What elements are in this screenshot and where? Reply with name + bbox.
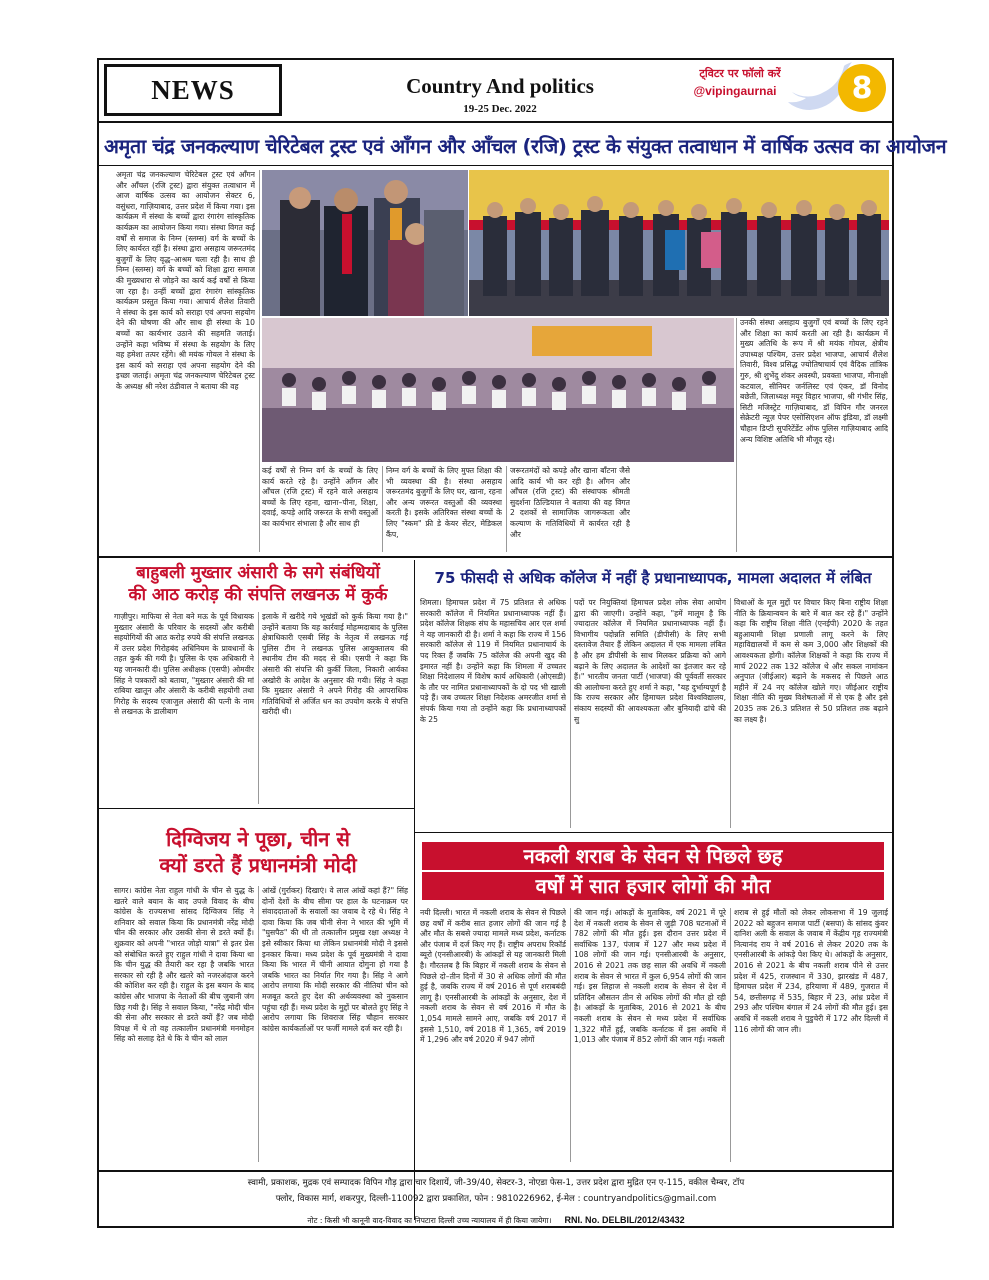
legal-note: नोट : किसी भी कानूनी वाद-विवाद का निपटारा दिल्ली उच्च न्यायालय में ही किया जायेगा। [307, 1216, 552, 1225]
column-divider [258, 886, 259, 1162]
issue-date: 19-25 Dec. 2022 [463, 103, 537, 115]
ansari-headline-line-2: की आठ करोड़ की संपत्ति लखनऊ में कुर्क [128, 585, 388, 605]
lead-column-1: अमृता चंद्र जनकल्याण चेरिटेबल ट्रस्ट एवं आँगन और आँचल (रजि ट्रस्ट) द्वारा संयुक्त तत्वाधान में आज वार्षिक उत्सव का आयोजन सेक्टर 6, वसुंधरा, गाज़ियाबाद, उत्तर प्रदेश में किया गया। इस कार्यक्रम में संस्था के बच्चों द्वारा रंगारंग सांस्कृतिक कार्यक्रम का आयोजन किया गया। संस्था विगत कई वर्षों से समाज के निम्न (स्लम्स) वर्ग के बच्चों के लिए कार्यरत रहीं है। संस्था द्वारा असहाय जरूरतमंद बुजुर्गों के लिए वृद्ध–आश्रम चला रही है। साथ ही निम्न (स्लम्स) वर्ग के बच्चों को शिक्षा द्वारा समाज की मुख्यधारा से जोड़ने का कार्य कई वर्षों से किया जा रहा है। उन्हीं बच्चों द्वारा रंगारंग सांस्कृतिक कार्यक्रम प्रस्तुत किया गया। आचार्य शैलेश तिवारी ने संस्था के इस कार्य को सराहा एवं अपना सहयोग देने की घोषणा की और साथ ही संस्था के 10 बच्चों का कार्यभार उठाने की सहमति जताई। उन्होंने कहा भविष्य में संस्था के सहयोग के लिए वह हमेशा तत्पर रहेंगे। श्री मयंक गोयल ने संस्था के इस कार्य को सराहा एवं अपना सहयोग देने की इच्छा जताई। अमृता चंद्र जनकल्याण चेरिटेबल ट्रस्ट के अध्यक्ष श्री नरेश ठंडीवाल ने बताया की वह [116, 170, 255, 391]
footer-rule [97, 1170, 894, 1172]
rni-number: RNI. No. DELBIL/2012/43432 [564, 1215, 685, 1225]
lead-column-2: कई वर्षों से निम्न वर्ग के बच्चों के लिए कार्य करते रहे है। उन्होंने आँगन और आँचल (रजि ट्रस्ट) में रहने वाले असहाय बच्चों के लिए रहना, खाना–पीना, शिक्षा, दवाई, कपड़े आदि जरूरत के सभी वस्तुओं का कार्यभार संभाला है और साथ ही [262, 466, 378, 528]
masthead-rule [97, 121, 894, 123]
section-rule [97, 808, 414, 809]
digvijay-column-1: सागर। कांग्रेस नेता राहुल गांधी के चीन से युद्ध के खतरे वाले बयान के बाद उपजे विवाद के बीच कांग्रेस के राज्यसभा सांसद दिग्विजय सिंह ने शनिवार को सवाल किया कि प्रधानमंत्री नरेंद्र मोदी चीन की सरकार और उसकी सेना से डरते क्यों हैं। शुक्रवार को अपनी "भारत जोड़ो यात्रा" से इतर प्रेस को संबोधित करते हुए राहुल गांधी ने दावा किया था कि चीन युद्ध की तैयारी कर रहा है जबकि भारत सरकार सो रही है और खतरे को नजरअंदाज करने की कोशिश कर रही है। राहुल के इस बयान के बाद कांग्रेस और भाजपा के नेताओं की बीच जुबानी जंग छिड़ गयी है। सिंह ने सवाल किया, "नरेंद्र मोदी चीन की सेना और सरकार से डरते क्यों हैं? जब मोदी विपक्ष में थे तो वह तत्कालीन प्रधानमंत्री मनमोहन सिंह को सलाह देते थे कि वे चीन को लाल [114, 886, 254, 1044]
column-divider [730, 598, 731, 828]
lead-column-4: जरूरतमंदों को कपड़े और खाना बाँटना जैसे आदि कार्य भी कर रही है। आँगन और आँचल (रजि ट्रस्ट) की संस्थापक श्रीमती सुदर्शना ठिल्डियाल ने बताया की वह विगत 2 दशकों से सामाजिक जागरूकता और कल्याण के गतिविधियों में कार्यरत रही है और [510, 466, 630, 539]
column-divider [382, 466, 383, 552]
digvijay-headline-line-1: दिग्विजय ने पूछा, चीन से [166, 827, 350, 851]
event-photo-stage [469, 170, 889, 316]
event-photo-children [262, 318, 734, 462]
college-headline: 75 फीसदी से अधिक कॉलेज में नहीं है प्रधानाध्यापक, मामला अदालत में लंबित [434, 569, 872, 587]
section-rule [414, 832, 894, 833]
column-divider [570, 598, 571, 828]
footer-note-row [104, 1208, 888, 1227]
footer-imprint-line-2: फ्लोर, विकास मार्ग, शकरपुर, दिल्ली-110092 द्वारा प्रकाशित, फोन : 9810226962, ई-मेल : countryandpolitics@gmail.com [275, 1194, 717, 1204]
ansari-column-2: इलाके में खरीदे गये भूखंडों को कुर्क किया गया है।" उन्होंने बताया कि यह कार्रवाई मोहम्मदाबाद के पुलिस क्षेत्राधिकारी एसबी सिंह के नेतृत्व में लखनऊ गई पुलिस टीम ने लखनऊ पुलिस आयुक्तालय की स्थानीय टीम की मदद से की। एसपी ने कहा कि अंसारी की संपत्ति की कुर्की जिला, निकारी आर्यका अखोरी के आदेश के अनुसार की गयी। सिंह ने कहा कि मुख्तार अंसारी ने अपने गिरोह की आपराधिक गतिविधियों से अर्जित धन का उपयोग करके ये संपत्ति खरीदी थी। [262, 612, 408, 717]
college-column-2: पदों पर नियुक्तियां हिमाचल प्रदेश लोक सेवा आयोग द्वारा की जाएगी। उन्होंने कहा, "हमें मालूम है कि ज्यादातर कॉलेज में नियमित प्रधानाध्यापक नहीं हैं। विभागीय पदोन्नति समिति (डीपीसी) के लिए सभी दस्तावेज तैयार हैं लेकिन अदालत में एक मामला लंबित है और हम डीपीसी के साथ मिलकर प्रक्रिया को आगे बढ़ाने के लिए अदालत के आदेशों का इंतजार कर रहे हैं।" भारतीय जनता पार्टी (भाजपा) की पूर्ववर्ती सरकार की आलोचना करते हुए शर्मा ने कहा, "यह दुर्भाग्यपूर्ण है कि राज्य सरकार और हिमाचल प्रदेश विश्वविद्यालय, संकाय सदस्यों की आवश्यकता और बुनियादी ढांचे की सु [574, 598, 726, 724]
section-label: NEWS [104, 64, 282, 116]
liquor-headline-line-2: वर्षों में सात हजार लोगों की मौत [422, 872, 884, 900]
ansari-headline-line-1: बाहुबली मुख्तार अंसारी के सगे संबंधियों [136, 563, 380, 583]
paper-name: Country And politics [406, 74, 594, 98]
college-column-3: विधाओं के मूल मुद्दों पर विचार किए बिना राष्ट्रीय शिक्षा नीति के क्रियान्वयन के बारे में बात कर रहे हैं।" उन्होंने कहा कि राष्ट्रीय शिक्षा नीति (एनईपी) 2020 के तहत बहुआयामी शिक्षा प्रणाली लागू करने के लिए महाविद्यालयों में कम से कम 3,000 और शिक्षकों की आवश्यकता होगी। कॉलेज शिक्षकों ने कहा कि राज्य में मार्च 2022 तक 132 कॉलेज थे और सकल नामांकन अनुपात (जीईआर) बढ़ाने के मकसद से पिछले आठ महीने में 24 नए कॉलेज खोले गए। जीईआर राष्ट्रीय शिक्षा नीति की मुख्य विशेषताओं में से एक है और इसे 2035 तक 26.3 प्रतिशत से 50 प्रतिशत तक बढ़ाने का लक्ष्य है। [734, 598, 888, 724]
liquor-column-3: शराब से हुई मौतों को लेकर लोकसभा में 19 जुलाई 2022 को बहुजन समाज पार्टी (बसपा) के सांसद कुंवर दानिश अली के सवाल के जवाब में केंद्रीय गृह राज्यमंत्री नित्यानंद राय ने वर्ष 2016 से लेकर 2020 तक के एनसीआरबी के आंकड़े पेश किए थे। आंकड़ों के अनुसार, 2016 से 2021 के बीच नकली शराब पीने से उत्तर प्रदेश में 425, राजस्थान में 330, झारखंड में 487, हिमाचल प्रदेश में 234, हरियाणा में 489, गुजरात में 54, छत्तीसगढ़ में 535, बिहार में 23, आंध्र प्रदेश में 293 और पश्चिम बंगाल में 24 लोगों की मौत हुई। इस अवधि में नकली शराब ने पुडुचेरी में 172 और दिल्ली में 116 लोगों की जान ली। [734, 908, 888, 1034]
footer-imprint-line-1: स्वामी, प्रकाशक, मुद्रक एवं सम्पादक विपिन गौड़ द्वारा चार दिशायें, जी-39/40, सेक्टर-3, नोएडा फेस-1, उत्तर प्रदेश द्वारा मुद्रित एन ए-115, वकील चैम्बर, टॉप [247, 1178, 745, 1188]
lead-headline-rule [97, 165, 894, 166]
college-column-1: शिमला। हिमाचल प्रदेश में 75 प्रतिशत से अधिक सरकारी कॉलेज में नियमित प्रधानाध्यापक नहीं हैं। प्रदेश कॉलेज शिक्षक संघ के महासचिव आर एल शर्मा ने यह जानकारी दी है। शर्मा ने कहा कि राज्य में 156 सरकारी कॉलेज से 119 में नियमित प्रधानाचार्य के पद रिक्त हैं जबकि 75 कॉलेज की अपनी खुद की इमारत नहीं है। उन्होंने कहा कि शिमला में उच्चतर शिक्षा निदेशालय में विशेष कार्य अधिकारी (ओएसडी) के तौर पर नामित प्रधानाध्यापकों के दो पद भी खाली पड़े हैं। जब उच्चतर शिक्षा निदेशक अमरजीत शर्मा से संपर्क किया गया तो उन्होंने कहा कि प्रधानाध्यापकों के 25 [420, 598, 566, 724]
lead-column-3: निम्न वर्ग के बच्चों के लिए मुफ्त शिक्षा की भी व्यवस्था की है। संस्था असहाय जरूरतमंद बुजुर्गों के लिए घर, खाना, रहना और अन्य जरूरत वस्तुओं की व्यवस्था करती है। इसके अतिरिक्त संस्था बच्चों के लिए "स्कम" फ्री डे केयर सेंटर, मेडिकल कैंप, [386, 466, 502, 539]
column-divider [259, 170, 260, 552]
liquor-column-2: की जान गई। आंकड़ों के मुताबिक, वर्ष 2021 में पूरे देश में नकली शराब के सेवन से जुड़ी 708 घटनाओं में 782 लोगों की मौत हुई। इस दौरान उत्तर प्रदेश में सर्वाधिक 137, पंजाब में 127 और मध्य प्रदेश में 108 लोगों की जान गई। एनसीआरबी के अनुसार, 2016 से 2021 तक छह साल की अवधि में नकली शराब के सेवन से भारत में कुल 6,954 लोगों की जान गई। इस लिहाज से नकली शराब के सेवन से देश में प्रतिदिन औसतन तीन से अधिक लोगों की मौत हो रही है। आंकड़ों के मुताबिक, 2016 से 2021 के बीच नकली शराब के सेवन से मध्य प्रदेश में सर्वाधिक 1,322 मौतें हुईं, जबकि कर्नाटक में इस अवधि में 1,013 और पंजाब में 852 लोगों की जान गई। नकली [574, 908, 726, 1045]
digvijay-headline-line-2: क्यों डरते हैं प्रधानमंत्री मोदी [159, 853, 357, 877]
column-divider [506, 466, 507, 552]
ansari-column-1: गाज़ीपुर। माफिया से नेता बने मऊ के पूर्व विधायक मुख्तार अंसारी के परिवार के सदस्यों और करीबी सहयोगियों की आठ करोड़ रुपये की संपत्ति लखनऊ में उत्तर प्रदेश गिरोहबंद अधिनियम के प्रावधानों के तहत कुर्क की गयी है। पुलिस के एक अधिकारी ने यह जानकारी दी। पुलिस अधीक्षक (एसपी) ओमवीर सिंह ने पत्रकारों को बताया, "मुख्तार अंसारी की मां राबिया खातून और अंसारी के करीबी सहयोगी तथा गिरोह के सदस्य एजाजुल अंसारी की पत्नी के नाम से लखनऊ के डालीबाग [114, 612, 254, 717]
lead-column-5: उनकी संस्था असहाय बुजुर्गों एवं बच्चों के लिए रहने और शिक्षा का कार्य करती आ रही है। कार्यक्रम में मुख्य अतिथि के रूप में श्री मयंक गोयल, क्षेत्रीय उपाध्यक्ष पश्चिम, उत्तर प्रदेश भाजपा, आचार्य शैलेश तिवारी, विश्व प्रसिद्ध ज्योतिषाचार्य एवं वैदिक तांत्रिक गुरु, श्री शुभेंदु शंकर अवस्थी, प्रवक्ता भाजपा, मीनाक्षी कटवाल, सीनियर जर्नलिस्ट एवं एंकर, डॉ विनोद बछेती, जिलाध्यक्ष मयूर विहार भाजपा, श्री गंभीर सिंह, सिटी मजिस्ट्रेट गाज़ियाबाद, डॉ विपिन गौर जनरल सेक्रेटरी न्यूज़ पेपर एसोसिएशन ऑफ इंडिया, डॉ लक्ष्मी चौहान डिप्टी सुपरिटेंडेंट ऑफ पुलिस गाज़ियाबाद आदि अन्य विशिष्ट अतिथि भी मौजूद रहे। [740, 318, 888, 444]
digvijay-column-2: आंखें (गुर्राकर) दिखाएं। वे लाल आंखें कहां हैं?" सिंह दोनों देशों के बीच सीमा पर हाल के घटनाक्रम पर संवाददाताओं के सवालों का जवाब दे रहे थे। सिंह ने दावा किया कि जब चीनी सेना ने भारत की भूमि में "घुसपैठ" की थी तो तत्कालीन प्रमुख रक्षा अध्यक्ष ने इसे स्वीकार किया था लेकिन प्रधानमंत्री मोदी ने इससे इनकार किया। मध्य प्रदेश के पूर्व मुख्यमंत्री ने दावा किया कि भारत में चीनी आयात दोगुना हो गया है जबकि भारत का निर्यात गिर गया है। सिंह ने आगे आरोप लगाया कि मोदी सरकार की नीतियां चीन को मजबूत करते हुए देश की अर्थव्यवस्था को नुकसान पहुंचा रही हैं। मध्य प्रदेश के मुद्दों पर बोलते हुए सिंह ने आरोप लगाया कि शिवराज सिंह चौहान सरकार कांग्रेस कार्यकर्ताओं पर फर्जी मामले दर्ज कर रही है। [262, 886, 408, 1033]
liquor-headline-line-1: नकली शराब के सेवन से पिछले छह [422, 842, 884, 870]
column-divider [736, 318, 737, 552]
lead-headline: अमृता चंद्र जनकल्याण चेरिटेबल ट्रस्ट एवं आँगन और आँचल (रजि) ट्रस्ट के संयुक्त तत्वाधान में वार्षिक उत्सव का आयोजन [104, 135, 947, 158]
column-divider [258, 612, 259, 804]
column-divider [730, 908, 731, 1162]
twitter-follow-label: ट्विटर पर फॉलो करें [699, 67, 781, 80]
event-photo-guests [262, 170, 468, 316]
page-number-badge: 8 [838, 64, 886, 112]
section-rule [97, 556, 894, 558]
liquor-column-1: नयी दिल्ली। भारत में नकली शराब के सेवन से पिछले छह वर्षों में करीब सात हजार लोगों की जान गई है और मौत के सबसे ज्यादा मामले मध्य प्रदेश, कर्नाटक और पंजाब में दर्ज किए गए हैं। राष्ट्रीय अपराध रिकॉर्ड ब्यूरो (एनसीआरबी) के आंकड़ों से यह जानकारी मिली है। गौरतलब है कि बिहार में नकली शराब के सेवन से पिछले दो–तीन दिनों में 30 से अधिक लोगों की मौत हुई है, जबकि राज्य में वर्ष 2016 से पूर्ण शराबबंदी लागू है। एनसीआरबी के आंकड़ों के अनुसार, देश में नकली शराब के सेवन से वर्ष 2016 में मौत के 1,054 मामले सामने आए, जबकि वर्ष 2017 में इससे 1,510, वर्ष 2018 में 1,365, वर्ष 2019 में 1,296 और वर्ष 2020 में 947 लोगों [420, 908, 566, 1045]
column-divider [570, 908, 571, 1162]
twitter-handle: @vipingaurnai [693, 84, 777, 98]
page-divider [414, 560, 415, 1220]
